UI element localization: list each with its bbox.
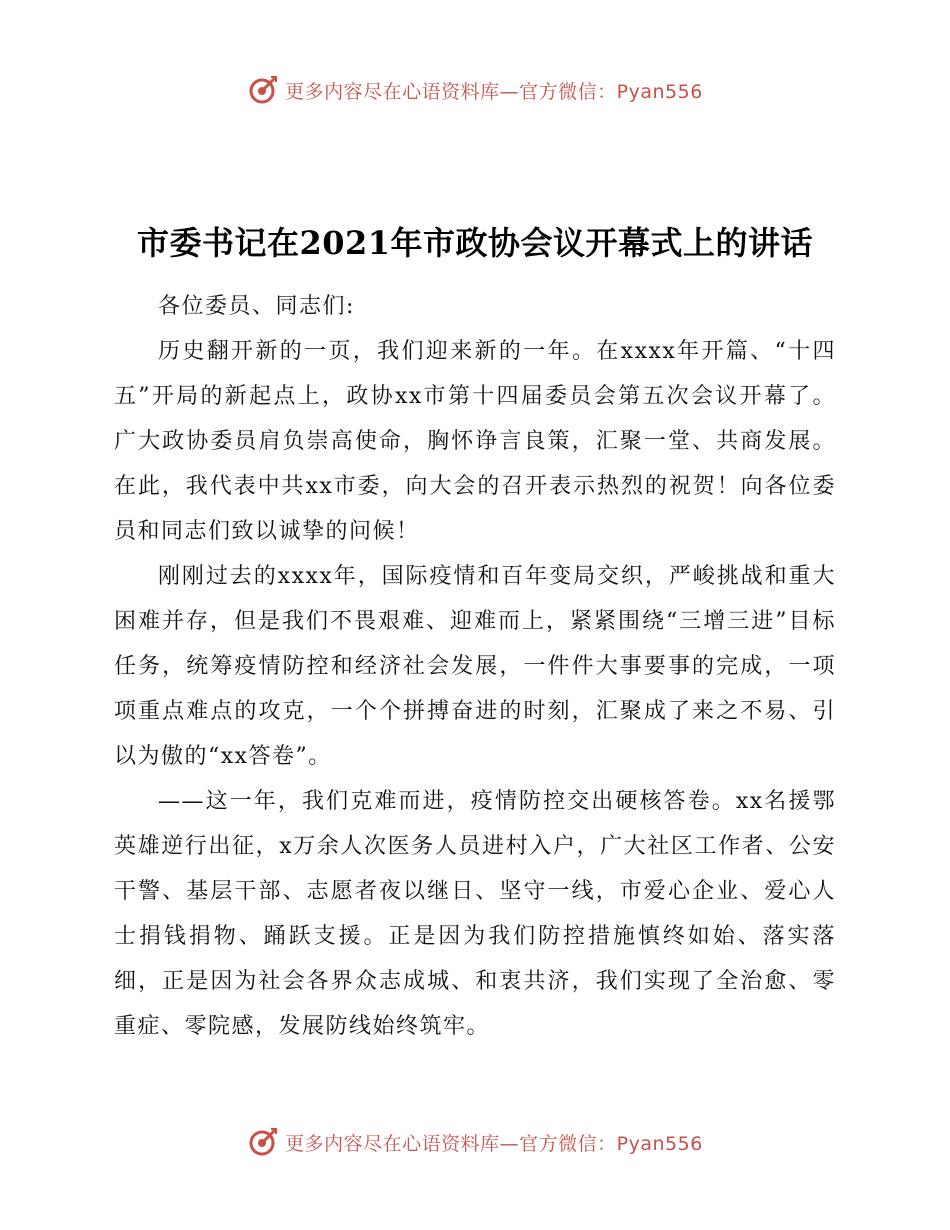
banner-text: 更多内容尽在心语资料库—官方微信：Pyan556 [285,1132,703,1155]
footer-banner [0,1122,950,1162]
document-body [114,284,836,1049]
header-banner [0,70,950,110]
brand-logo-icon [247,74,279,106]
paragraph: 历史翻开新的一页，我们迎来新的一年。在xxxx年开篇、“十四五”开局的新起点上，政协xx市第十四届委员会第五次会议开幕了。广大政协委员肩负崇高使命，胸怀诤言良策，汇聚一堂、共商发展。在此，我代表中共xx市委，向大会的召开表示热烈的祝贺！向各位委员和同志们致以诚挚的问候！ [114,339,836,544]
salutation: 各位委员、同志们: [158,294,355,319]
paragraph: ——这一年，我们克难而进，疫情防控交出硬核答卷。xx名援鄂英雄逆行出征，x万余人次医务人员进村入户，广大社区工作者、公安干警、基层干部、志愿者夜以继日、坚守一线，市爱心企业、爱心人士捐钱捐物、踊跃支援。正是因为我们防控措施慎终如始、落实落细，正是因为社会各界众志成城、和衷共济，我们实现了全治愈、零重症、零院感，发展防线始终筑牢。 [114,789,836,1039]
document-title: 市委书记在2021年市政协会议开幕式上的讲话 [136,224,814,262]
brand-logo-icon [247,1126,279,1158]
paragraph: 刚刚过去的xxxx年，国际疫情和百年变局交织，严峻挑战和重大困难并存，但是我们不畏艰难、迎难而上，紧紧围绕“三增三进”目标任务，统筹疫情防控和经济社会发展，一件件大事要事的完成，一项项重点难点的攻克，一个个拼搏奋进的时刻，汇聚成了来之不易、引以为傲的“xx答卷”。 [114,564,836,769]
banner-text: 更多内容尽在心语资料库—官方微信：Pyan556 [285,80,703,103]
